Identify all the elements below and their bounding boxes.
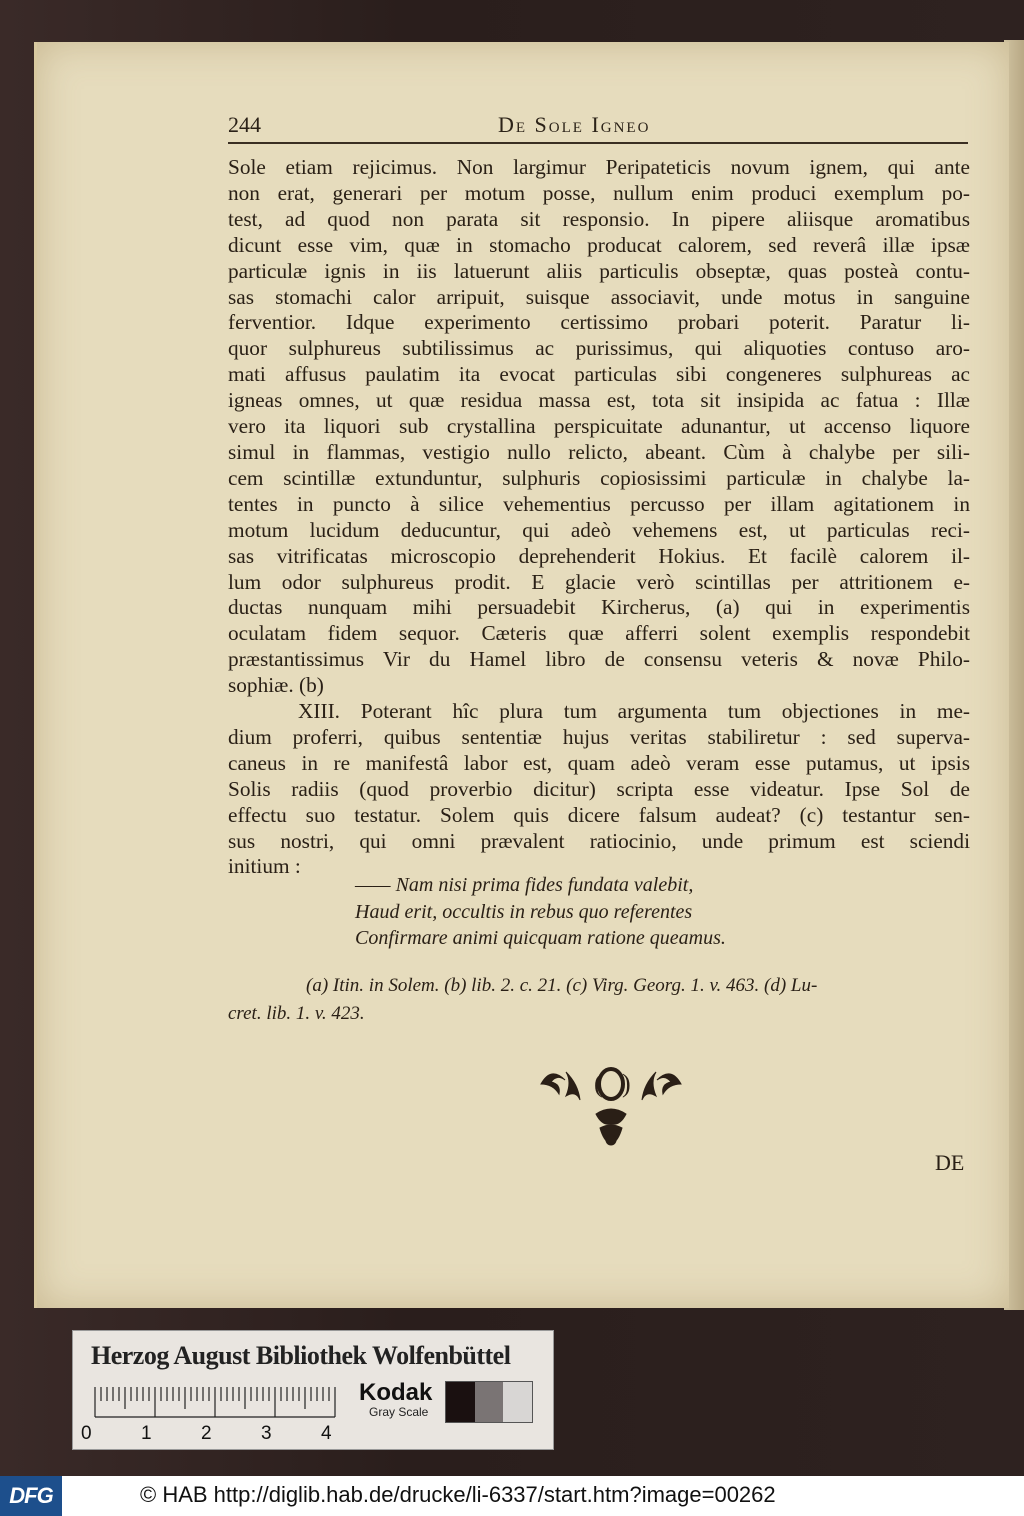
- library-name: Herzog August Bibliothek Wolfenbüttel: [91, 1341, 511, 1370]
- text-line: XIII. Poterant hîc plura tum argumenta tum objectiones in me-: [298, 699, 970, 724]
- gray-swatch: [446, 1382, 475, 1422]
- text-line: oculatam fidem sequor. Cæteris quæ afferri solent exemplis respondebit: [228, 621, 970, 646]
- text-line: tentes in puncto à silice vehementius percusso per illam agitationem in: [228, 491, 970, 516]
- ruler-number: 0: [81, 1423, 92, 1444]
- kodak-logo: [359, 1381, 432, 1419]
- body-text: [228, 155, 970, 880]
- text-line: sas stomachi calor arripuit, suisque associavit, unde motus in sanguine: [228, 284, 970, 309]
- text-line: effectu suo testatur. Solem quis dicere falsum audeat? (c) testantur sen-: [228, 802, 970, 827]
- text-line: sophiæ. (b): [228, 673, 324, 698]
- copyright-link[interactable]: © HAB http://diglib.hab.de/drucke/li-6337/start.htm?image=00262: [140, 1482, 776, 1507]
- running-title: De Sole Igneo: [498, 112, 651, 137]
- text-line: caneus in re manifestâ labor est, quam adeò veram esse putamus, ut ipsis: [228, 750, 970, 775]
- verse-line: Haud erit, occultis in rebus quo referentes: [355, 900, 693, 923]
- verse-quotation: [355, 872, 815, 952]
- ruler-numbers: [81, 1423, 341, 1445]
- ruler-scale: [91, 1385, 341, 1419]
- footer-bar: [0, 1476, 1024, 1516]
- text-line: particulæ ignis in iis latuerunt aliis particulis obseptæ, quas posteà contu-: [228, 258, 970, 283]
- text-line: cem scintillæ extunduntur, sulphuris copiosissimi particulæ in chalybe la-: [228, 465, 970, 490]
- kodak-brand: Kodak: [359, 1379, 433, 1406]
- ruler-number: 1: [141, 1423, 152, 1444]
- text-line: ductas nunquam mihi persuadebit Kircherus, (a) qui in experimentis: [228, 595, 970, 620]
- library-label: [72, 1330, 554, 1450]
- text-line: sas vitrificatas microscopio deprehenderit Hokius. Et facilè calorem il-: [228, 543, 970, 568]
- text-line: motum lucidum deducuntur, qui adeò vehemens est, ut particulas reci-: [228, 517, 970, 542]
- text-line: sus nostri, qui omni prævalent ratiocinio, unde primum est sciendi: [228, 828, 970, 853]
- verse-line: Confirmare animi quicquam ratione queamus.: [355, 927, 726, 949]
- text-line: initium :: [228, 854, 301, 879]
- text-line: vero ita liquori sub crystallina perspicuitate adunantur, ut accenso liquore: [228, 414, 970, 439]
- text-line: igneas omnes, ut quæ residua massa est, tota sit insipida ac fatua : Illæ: [228, 388, 970, 413]
- text-line: non erat, generari per motum posse, nullum enim produci exemplum po-: [228, 180, 970, 205]
- text-line: ferventior. Idque experimento certissimo probari poterit. Paratur li-: [228, 310, 970, 335]
- page-header: [228, 112, 968, 142]
- page-number: 244: [228, 112, 261, 137]
- gray-scale-swatches: [445, 1381, 533, 1423]
- kodak-subtitle: Gray Scale: [369, 1405, 429, 1419]
- text-line: dium proferri, quibus sententiæ hujus veritas stabiliretur : sed superva-: [228, 724, 970, 749]
- dfg-logo: DFG: [0, 1476, 62, 1516]
- catchword: DE: [935, 1150, 965, 1175]
- ruler-number: 2: [201, 1423, 212, 1444]
- footnote-line: cret. lib. 1. v. 423.: [228, 1003, 365, 1024]
- text-line: simul in flammas, vestigio nullo relicto, abeant. Cùm à chalybe per sili-: [228, 439, 970, 464]
- svg-text:(: (: [594, 1069, 603, 1098]
- text-line: Solis radiis (quod proverbio dicitur) scripta esse videatur. Ipse Sol de: [228, 776, 970, 801]
- gray-swatch: [475, 1382, 504, 1422]
- header-rule: [228, 142, 968, 144]
- ruler-number: 3: [261, 1423, 272, 1444]
- ruler-number: 4: [321, 1423, 332, 1444]
- verse-line: —— Nam nisi prima fides fundata valebit,: [355, 874, 694, 896]
- gray-swatch: [503, 1382, 532, 1422]
- text-line: Sole etiam rejicimus. Non largimur Peripateticis novum ignem, qui ante: [228, 155, 970, 179]
- text-line: præstantissimus Vir du Hamel libro de consensu veteris & novæ Philo-: [228, 647, 970, 672]
- footnotes: [228, 972, 970, 1028]
- text-line: quor sulphureus subtilissimus ac purissimus, qui aliquoties contuso aro-: [228, 336, 970, 361]
- footnote-line: (a) Itin. in Solem. (b) lib. 2. c. 21. (c) Virg. Georg. 1. v. 463. (d) Lu-: [306, 975, 818, 996]
- text-line: lum odor sulphureus prodit. E glacie verò scintillas per attritionem e-: [228, 569, 970, 594]
- ornament-icon: [536, 1062, 686, 1152]
- text-line: test, ad quod non parata sit responsio. In pipere aliisque aromatibus: [228, 206, 970, 231]
- svg-text:): ): [622, 1069, 631, 1098]
- text-line: dicunt esse vim, quæ in stomacho producat calorem, sed reverâ illæ ipsæ: [228, 232, 970, 257]
- text-line: mati affusus paulatim ita evocat particulas sibi congeneres sulphureas ac: [228, 362, 970, 387]
